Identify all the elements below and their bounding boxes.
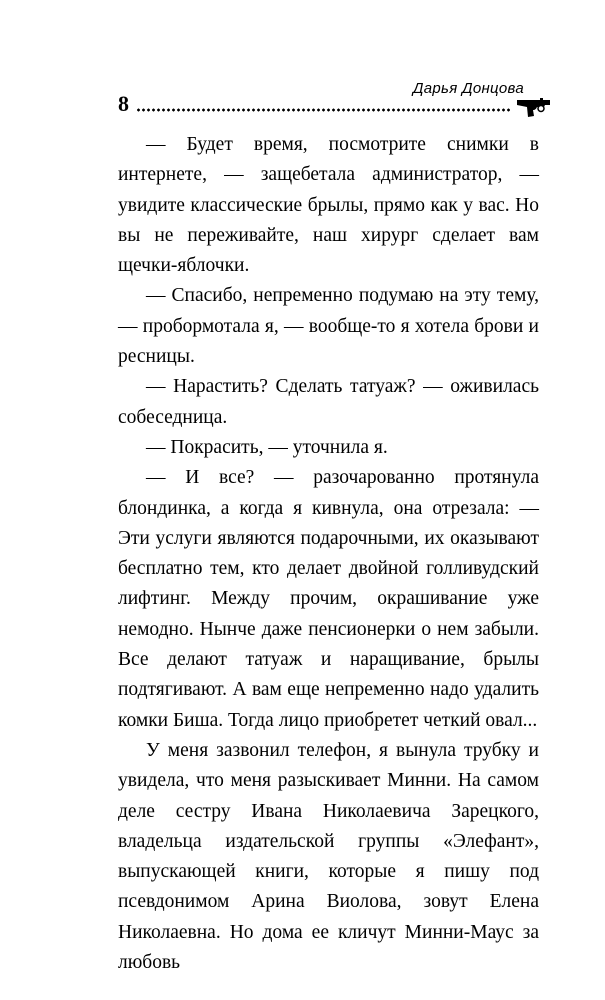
- paragraph: — Нарастить? Сделать татуаж? — оживилась собеседница.: [118, 376, 539, 428]
- paragraph: — И все? — разочарованно протянула блондинка, а когда я кивнула, она отрезала: — Эти услуги являются подарочными, их оказывают бесплатно тем, кто делает двойной голливудский лифтинг. Между прочим, окрашивание уже немодно. Нынче даже пенсионерки о нем забыли. Все делают татуаж и наращивание, брылы подтягивают. А вам еще непременно надо удалить комки Биша. Тогда лицо приобретет четкий овал...: [118, 467, 539, 731]
- paragraph: — Спасибо, непременно подумаю на эту тему, — пробормотала я, — вообще-то я хотела брови и ресницы.: [118, 285, 539, 368]
- page-number: 8: [118, 91, 129, 116]
- running-header: [118, 80, 552, 120]
- paragraph: У меня зазвонил телефон, я вынула трубку и увидела, что меня разыскивает Минни. На самом деле сестру Ивана Николаевича Зарецкого, владельца издательской группы «Элефант», выпускающей книги, которые я пишу под псевдонимом Арина Виолова, зовут Елена Николаевна. Но дома ее кличут Минни-Маус за любовь: [118, 739, 539, 974]
- body-text: [118, 130, 539, 978]
- revolver-icon: [516, 96, 552, 118]
- paragraph: — Покрасить, — уточнила я.: [146, 436, 388, 458]
- dotted-leader: [136, 108, 512, 112]
- running-head-author: Дарья Донцова: [412, 80, 524, 97]
- paragraph: — Будет время, посмотрите снимки в интернете, — защебетала администратор, — увидите классические брылы, прямо как у вас. Но вы не переживайте, наш хирург сделает вам щечки-яблочки.: [118, 134, 539, 277]
